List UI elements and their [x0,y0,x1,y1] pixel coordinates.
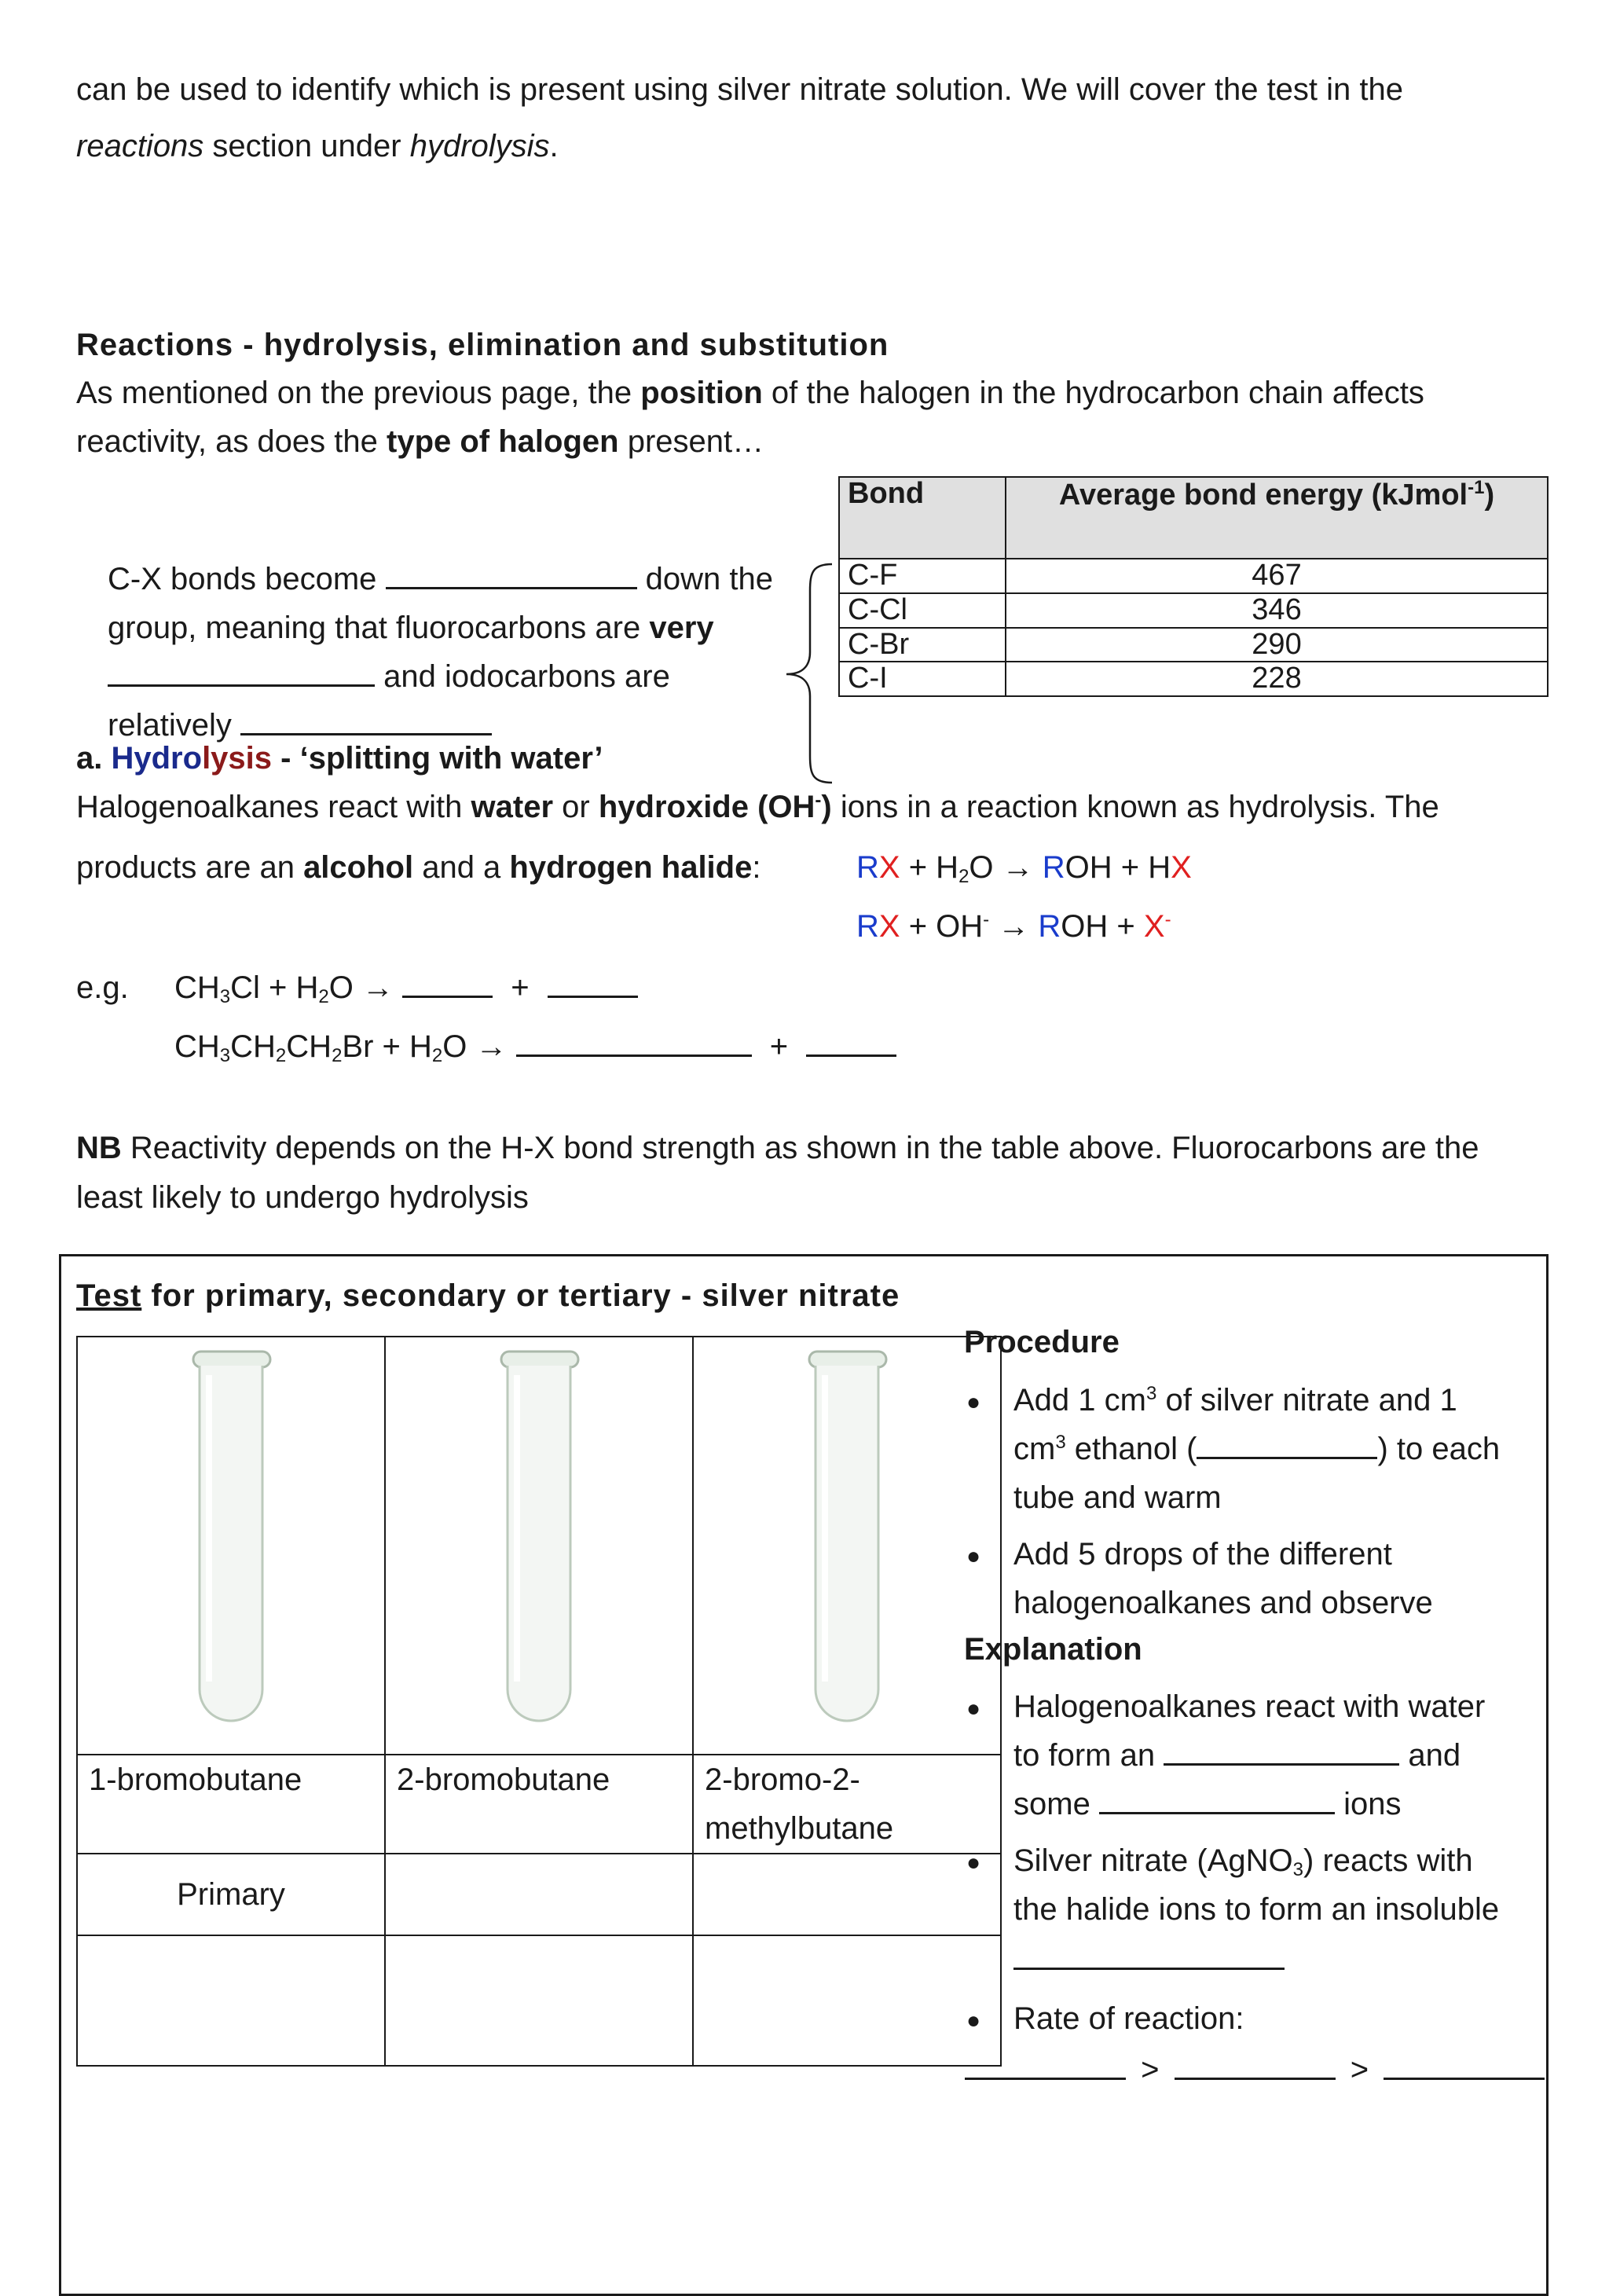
blank-product-1b[interactable] [548,969,638,998]
sup: - [1164,909,1171,930]
text: cm [1013,1432,1056,1466]
text: + [511,970,530,1005]
exp2-line-2: the halide ions to form an insoluble [1013,1892,1500,1927]
text: O → [328,970,394,1005]
text: Add 1 cm [1013,1383,1146,1418]
procedure-heading: Procedure [964,1325,1120,1359]
sup: 3 [1145,1383,1157,1404]
x: X [1171,850,1192,885]
energy-cell: 346 [1006,593,1548,628]
hydrolysis-para-line-1 [76,788,1439,826]
bold-hydroxide [599,790,832,824]
text: a. [76,741,112,776]
blank-exp-product[interactable] [1164,1737,1399,1766]
sub: 3 [219,1045,231,1066]
text: C-X bonds become [108,562,377,596]
bold-water: water [471,790,554,824]
sup: - [983,909,990,930]
text: + OH [900,909,984,944]
tube-name-cell: 1-bromobutane [77,1755,385,1854]
text: of silver nitrate and 1 [1156,1383,1457,1418]
proc2-line-2: halogenoalkanes and observe [1013,1586,1433,1620]
nb-line-2: least likely to undergo hydrolysis [76,1180,529,1215]
blank-rate-2[interactable] [1175,2051,1336,2080]
tube-name-cell: 2-bromobutane [385,1755,693,1854]
energy-cell: 228 [1006,662,1548,696]
text: and iodocarbons are [383,659,670,694]
header-energy-close: ) [1484,479,1495,512]
bond-cell: C-Br [839,628,1006,662]
tube-name-row [77,1755,1001,1854]
tube-image-row [77,1337,1001,1755]
text: OH + [1061,909,1144,944]
sup: 3 [1055,1432,1066,1453]
bold-alcohol: alcohol [303,850,414,885]
text: As mentioned on the previous page, the [76,376,641,410]
text: and [1408,1738,1461,1773]
bullet-icon: ● [966,1389,981,1415]
table-row [839,559,1548,593]
bold-type-of-halogen: type of halogen [387,424,619,459]
test-underlined: Test [76,1278,142,1313]
bullet-icon: ● [966,2008,981,2034]
italic-reactions: reactions [76,129,204,163]
text: ethanol ( [1065,1432,1197,1466]
exp1-line-1: Halogenoalkanes react with water [1013,1689,1486,1724]
r: R [856,850,879,885]
observation-cell[interactable] [693,1935,1001,2066]
blank-rate-1[interactable] [965,2051,1126,2080]
text: Silver nitrate (AgNO [1013,1843,1293,1878]
text: down the [645,562,773,596]
text: ) [821,790,832,824]
bold-position: position [640,376,763,410]
sup: - [815,790,822,811]
bold-very: very [649,611,714,645]
tube-image-cell [77,1337,385,1755]
test-tube-icon [476,1344,602,1737]
test-tube-icon [784,1344,910,1737]
hydrolysis-para-line-2 [76,849,761,886]
r: R [1038,909,1061,944]
r: R [856,909,879,944]
example-2 [174,1028,896,1068]
sub: 2 [332,1045,343,1066]
tube-image-cell [385,1337,693,1755]
hydrolysis-heading [76,739,603,777]
text: relatively [108,708,232,743]
text: methylbutane [705,1811,894,1846]
text: CH [174,1029,220,1064]
blank-precipitate[interactable] [1013,1941,1285,1970]
tube-name-cell [693,1755,1001,1854]
text: Br + H [342,1029,432,1064]
text: hydroxide (OH [598,790,815,824]
text: some [1013,1787,1090,1821]
text: Halogenoalkanes react with [76,790,471,824]
text: > [1141,2052,1160,2087]
proc1-line-1 [1013,1381,1457,1419]
text: ) to each [1377,1432,1501,1466]
test-tube-icon [168,1344,294,1737]
text: ) reacts with [1303,1843,1473,1878]
eg-label: e.g. [76,970,129,1005]
text: CH [230,1029,276,1064]
trend-line-4 [108,706,492,744]
text: Reactivity depends on the H-X bond strength as shown in the table above. Fluorocarbons are the [121,1131,1479,1165]
text: group, meaning that fluorocarbons are [108,611,650,645]
text: > [1350,2052,1369,2087]
text: and a [413,850,510,885]
tube-type-cell[interactable] [385,1854,693,1935]
bullet-icon: ● [966,1543,981,1569]
blank-product-1a[interactable] [402,969,493,998]
text: for primary, secondary or tertiary - silver nitrate [141,1278,900,1313]
italic-hydrolysis: hydrolysis [409,129,550,163]
test-heading [76,1277,900,1315]
intro-period: . [549,129,559,163]
intro-line-2 [76,127,559,165]
bond-energy-table [838,476,1549,697]
text: ions in a reaction known as hydrolysis. The [831,790,1439,824]
header-energy [1006,477,1548,559]
text: : [752,850,761,885]
blank-iodocarbon-reactivity[interactable] [240,706,492,735]
exp2-line-3 [1013,1941,1285,1979]
text: ions [1343,1787,1402,1821]
bond-cell: C-I [839,662,1006,696]
intro-text: section under [203,129,410,163]
nb-label: NB [76,1131,122,1165]
text: 2-bromo-2- [705,1762,860,1797]
table-row [839,628,1548,662]
text: Cl + H [230,970,319,1005]
text: present… [618,424,764,459]
text: products are an [76,850,304,885]
lysis-text: lysis [202,741,273,776]
proc1-line-2 [1013,1430,1500,1468]
text: CH [286,1029,332,1064]
text: CH [174,970,220,1005]
tube-observation-row [77,1935,1001,2066]
nb-line-1 [76,1129,1479,1167]
general-equation-water [856,849,1192,889]
example-1 [174,969,638,1009]
exp1-line-2 [1013,1737,1461,1774]
blank-ethanol-purpose[interactable] [1197,1430,1377,1459]
tube-type-cell[interactable] [693,1854,1001,1935]
sub: 2 [275,1045,287,1066]
blank-rate-3[interactable] [1384,2051,1545,2080]
reactions-para-line-2 [76,423,764,460]
text: O → [969,850,1043,885]
sub: 3 [219,986,231,1007]
x: X [878,850,900,885]
rate-order-line [965,2051,1545,2089]
energy-cell: 290 [1006,628,1548,662]
hydro-text: Hydro [111,741,203,776]
bullet-icon: ● [966,1696,981,1722]
blank-exp-ions[interactable] [1099,1785,1335,1814]
trend-line-3 [108,658,670,695]
x: X [878,909,900,944]
tube-type-row [77,1854,1001,1935]
text: - ‘splitting with water’ [272,741,603,776]
bullet-icon: ● [966,1850,981,1876]
explanation-heading: Explanation [964,1632,1142,1667]
proc2-line-1: Add 5 drops of the different [1013,1537,1392,1572]
sub: 2 [958,866,969,887]
blank-product-2b[interactable] [806,1028,896,1057]
table-header-row [839,477,1548,559]
sub: 3 [1292,1859,1304,1880]
text: or [553,790,599,824]
proc1-line-3: tube and warm [1013,1480,1222,1515]
tube-type-cell[interactable]: Primary [77,1854,385,1935]
text: OH + H [1065,850,1171,885]
text: reactivity, as does the [76,424,387,459]
table-row [839,662,1548,696]
exp2-line-1 [1013,1842,1473,1882]
tubes-table [76,1336,1002,2067]
bond-cell: C-F [839,559,1006,593]
header-energy-sup: -1 [1468,477,1485,498]
bond-cell: C-Cl [839,593,1006,628]
text: + [769,1029,789,1064]
trend-line-1 [108,560,773,598]
tube-image-cell [693,1337,1001,1755]
text: + H [900,850,959,885]
sub: 2 [431,1045,443,1066]
text: of the halogen in the hydrocarbon chain affects [762,376,1424,410]
text: → [989,909,1039,944]
text: to form an [1013,1738,1156,1773]
observation-cell[interactable] [77,1935,385,2066]
bold-hydrogen-halide: hydrogen halide [509,850,753,885]
trend-line-2 [108,609,714,647]
general-equation-hydroxide [856,908,1171,945]
exp3-line-1: Rate of reaction: [1013,2001,1244,2036]
reactions-para-line-1 [76,374,1424,412]
blank-fluorocarbon-reactivity[interactable] [108,658,375,687]
sub: 2 [318,986,329,1007]
x: X [1143,909,1165,944]
reactions-heading: Reactions - hydrolysis, elimination and substitution [76,328,889,362]
blank-bond-trend[interactable] [386,560,637,589]
curly-brace [782,559,837,787]
text: O → [442,1029,508,1064]
exp1-line-3 [1013,1785,1401,1823]
intro-line-1: can be used to identify which is present using silver nitrate solution. We will cover the test in the [76,72,1404,107]
r: R [1042,850,1065,885]
header-energy-text: Average bond energy (kJmol [1058,479,1468,512]
energy-cell: 467 [1006,559,1548,593]
header-bond: Bond [839,477,1006,559]
blank-product-2a[interactable] [516,1028,752,1057]
table-row [839,593,1548,628]
observation-cell[interactable] [385,1935,693,2066]
